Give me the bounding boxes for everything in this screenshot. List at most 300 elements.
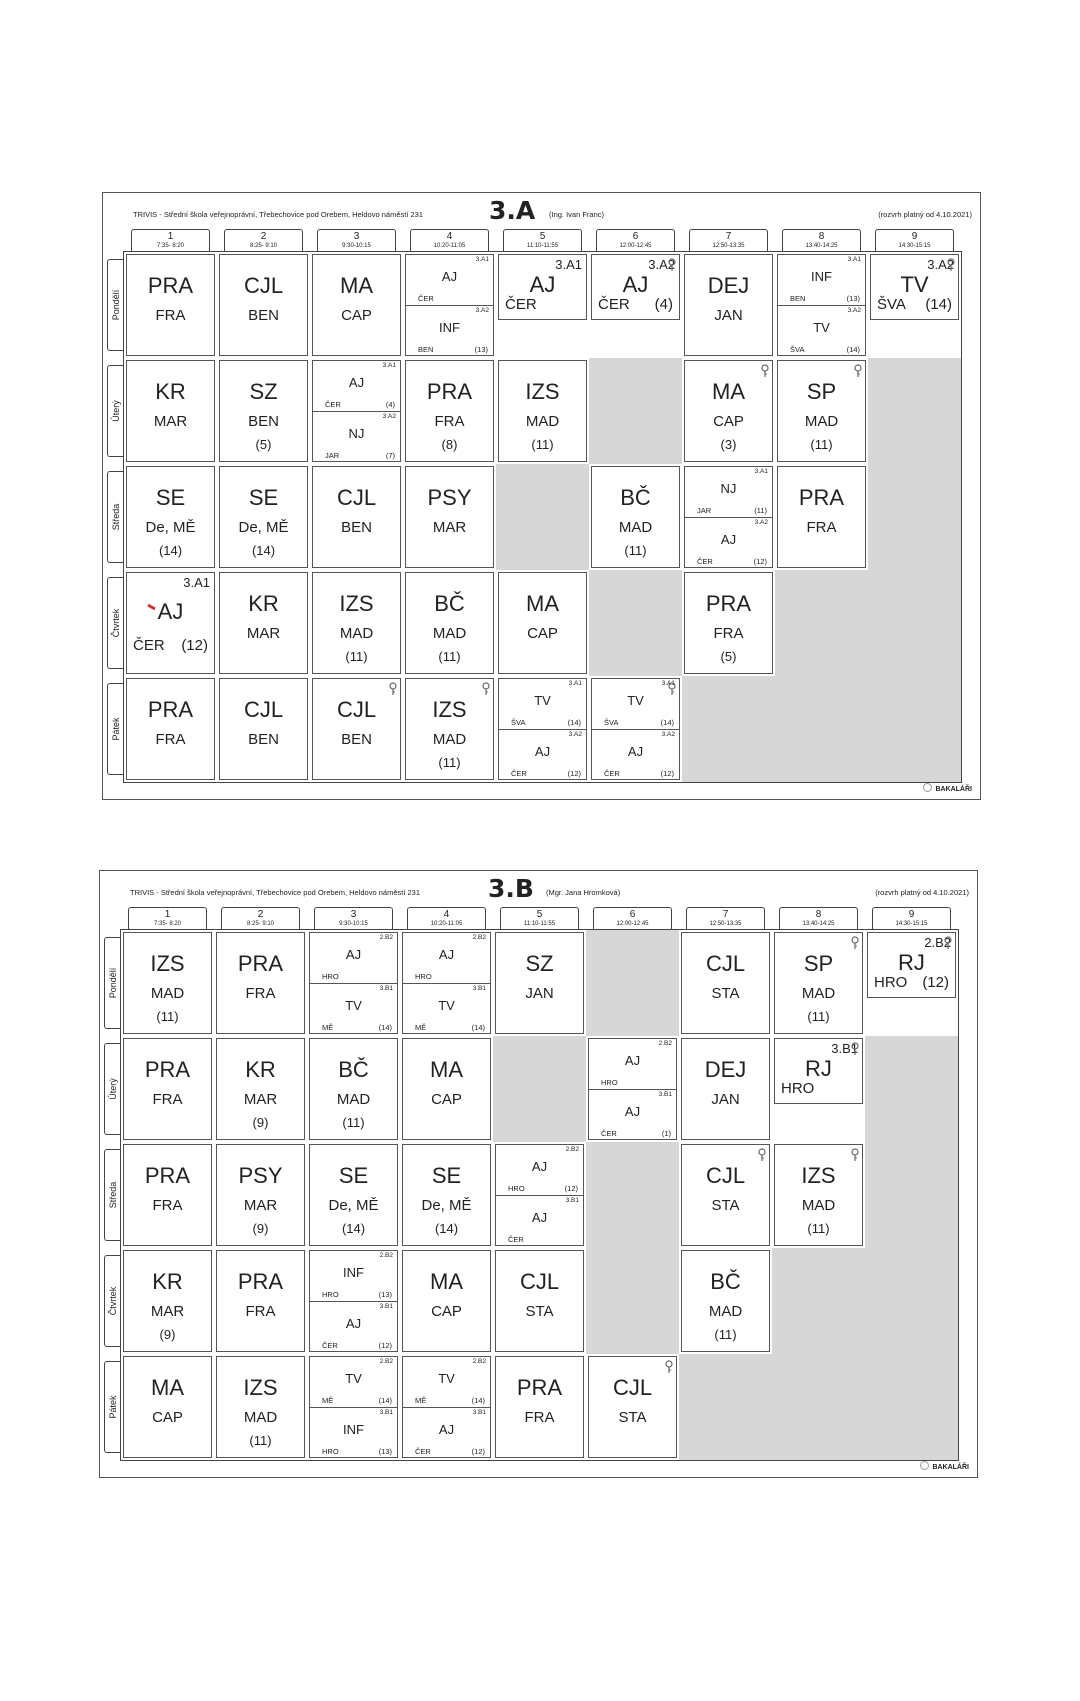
teacher-room-row [877,296,952,313]
lesson-card[interactable] [402,1250,491,1352]
period-number: 5 [536,909,543,920]
timetable-cell [310,570,403,676]
period-number: 2 [257,909,264,920]
period-number: 8 [818,231,825,242]
school-name: TRIVIS - Střední škola veřejnoprávní, Třebechovice pod Orebem, Heldovo náměstí 231 [133,210,424,219]
period-number: 7 [722,909,729,920]
group-lesson[interactable] [406,255,493,305]
teacher-code: MAR [243,1197,278,1214]
timetable-cell [589,252,682,358]
teacher-room-row [874,974,949,991]
group-code: 3.A1 [754,468,768,475]
teacher-code: ČER [604,769,620,778]
lesson-card[interactable] [402,1144,491,1246]
room-number: (11) [438,649,461,664]
period-header-2 [224,229,303,252]
group-lesson[interactable] [310,933,397,983]
lesson-card[interactable] [495,932,584,1034]
subject-code: DEJ [704,1057,747,1082]
timetable-cell [775,676,868,782]
lesson-card[interactable] [684,360,773,462]
teacher-code: FRA [524,1409,555,1426]
group-lesson-card[interactable] [126,572,215,674]
room-number: (14) [846,345,860,354]
subject-code: SZ [249,379,278,404]
footer-label: BAKALÁŘI [935,786,972,793]
subject-code: CJL [705,951,746,976]
teacher-code: FRA [152,1197,183,1214]
subject-code: SP [806,379,837,404]
subject-code: BČ [620,485,651,510]
timetable-cell [589,358,682,464]
lesson-card[interactable] [681,932,770,1034]
group-lesson-card[interactable] [774,1038,863,1104]
group-lesson[interactable] [406,305,493,356]
timetable-cell [772,930,865,1036]
lesson-card[interactable] [216,1144,305,1246]
day-label-1 [107,259,124,351]
lesson-card[interactable] [684,572,773,674]
lesson-card[interactable] [309,1038,398,1140]
teacher-code: ČER [505,295,537,313]
group-lesson[interactable] [778,305,865,356]
subject-code: PRA [147,697,194,722]
group-code: 2.B2 [658,1040,672,1047]
group-code: 3.A2 [648,257,675,272]
lesson-card[interactable] [495,1250,584,1352]
group-lesson[interactable] [496,1145,583,1195]
group-code: 2.B2 [472,934,486,941]
group-lesson-card[interactable] [867,932,956,998]
lesson-card[interactable] [684,254,773,356]
timetable-cell [217,570,310,676]
timetable-cell [868,570,961,676]
teacher-code: JAN [711,1091,740,1108]
subject-code: PRA [705,591,752,616]
teacher-room-row [415,1447,485,1456]
key-icon [665,1360,673,1374]
teacher-code: FRA [155,307,186,324]
period-time: 12:00-12:45 [616,921,649,927]
timetable-cell [493,1248,586,1354]
teacher-code: MAD [801,985,836,1002]
timetable-cell [865,930,958,1036]
period-header-2 [221,907,300,930]
lesson-card[interactable] [309,1144,398,1246]
group-code: 3.B1 [658,1091,672,1098]
teacher-code: CAP [527,625,558,642]
period-number: 4 [446,231,453,242]
group-lesson[interactable] [403,933,490,983]
teacher-room-row [508,1235,578,1244]
teacher-code: De, MĚ [238,519,289,536]
subject-code: AJ [622,271,649,297]
timetable-cell [865,1142,958,1248]
lesson-card[interactable] [405,466,494,568]
split-lesson-card[interactable] [405,254,494,356]
group-lesson[interactable] [403,1357,490,1407]
day-name: Středa [108,1181,118,1209]
room-number: (8) [441,437,458,452]
lesson-card[interactable] [219,254,308,356]
teacher-room-row [325,451,395,460]
lesson-card[interactable] [123,1144,212,1246]
lesson-card[interactable] [216,1356,305,1458]
teacher-code: FRA [713,625,744,642]
room-number: (14) [660,718,674,727]
subject-code: MA [526,591,559,616]
school-name: TRIVIS - Střední škola veřejnoprávní, Třebechovice pod Orebem, Heldovo náměstí 231 [130,888,421,897]
room-number: (12) [922,973,949,991]
teacher-code: ŠVA [790,345,805,354]
room-number: (13) [474,345,488,354]
timetable-cell [682,570,775,676]
room-number: (14) [434,1221,459,1236]
lesson-card[interactable] [777,466,866,568]
subject-code: AJ [348,375,365,390]
timetable-cell [400,1036,493,1142]
day-name: Úterý [108,1078,118,1100]
split-lesson-card[interactable] [402,1356,491,1458]
group-code: 3.A1 [568,680,582,687]
lesson-card[interactable] [219,466,308,568]
timetable-cell [307,1142,400,1248]
split-lesson-card[interactable] [591,678,680,780]
group-lesson-card[interactable] [870,254,959,320]
split-lesson-card[interactable] [498,678,587,780]
teacher-room-row [781,1080,856,1097]
teacher-code: BEN [418,345,434,354]
subject-code: DEJ [707,273,750,298]
period-time: 8:25- 9:10 [246,921,275,927]
group-lesson[interactable] [310,983,397,1034]
period-header-7 [686,907,765,930]
subject-code: TV [900,271,929,297]
subject-code: AJ [345,1316,362,1331]
lesson-card[interactable] [216,932,305,1034]
teacher-code: ČER [511,769,527,778]
lesson-card[interactable] [312,678,401,780]
group-lesson[interactable] [499,729,586,780]
timetable-cell [310,252,403,358]
group-lesson[interactable] [310,1301,397,1352]
subject-code: RJ [805,1055,832,1081]
lesson-card[interactable] [495,1356,584,1458]
lesson-card[interactable] [126,678,215,780]
day-label-4 [107,577,124,669]
group-lesson[interactable] [403,983,490,1034]
timetable-cell [493,1354,586,1460]
subject-code: AJ [720,532,737,547]
lesson-card[interactable] [402,1038,491,1140]
room-number: (3) [720,437,737,452]
group-lesson[interactable] [310,1407,397,1458]
subject-code: CJL [519,1269,560,1294]
period-header-6 [596,229,675,252]
split-lesson-card[interactable] [309,1356,398,1458]
group-code: 2.B2 [472,1358,486,1365]
room-number: (11) [810,437,833,452]
period-number: 3 [350,909,357,920]
teacher-room-row [508,1184,578,1193]
subject-code: TV [813,320,830,335]
group-lesson[interactable] [313,411,400,462]
lesson-card[interactable] [405,678,494,780]
lesson-card[interactable] [123,1356,212,1458]
period-header-5 [503,229,582,252]
lesson-card[interactable] [216,1038,305,1140]
room-number: (11) [807,1009,830,1024]
key-icon [482,682,490,696]
subject-code: SP [803,951,834,976]
group-code: 3.B1 [565,1197,579,1204]
subject-code: KR [152,1269,183,1294]
teacher-room-row [322,1290,392,1299]
key-icon [851,936,859,950]
day-name: Středa [111,503,121,531]
group-lesson[interactable] [496,1195,583,1246]
subject-code: SE [248,485,279,510]
timetable-cell [214,1036,307,1142]
teacher-code: MĚ [415,1396,427,1405]
timetable-cell [307,1248,400,1354]
period-time: 12:50-13:35 [712,243,745,249]
group-lesson[interactable] [589,1039,676,1089]
timetable-cell [679,1142,772,1248]
lesson-card[interactable] [219,678,308,780]
subject-code: MA [340,273,373,298]
group-code: 3.A1 [555,257,582,272]
teacher-code: ČER [598,295,630,313]
room-number: (12) [567,769,581,778]
lesson-card[interactable] [591,466,680,568]
timetable-cell [868,676,961,782]
group-lesson-card[interactable] [591,254,680,320]
lesson-card[interactable] [588,1356,677,1458]
group-lesson[interactable] [403,1407,490,1458]
split-lesson-card[interactable] [309,932,398,1034]
timetable-cell [403,252,496,358]
group-lesson[interactable] [778,255,865,305]
lesson-card[interactable] [123,1250,212,1352]
group-lesson[interactable] [685,467,772,517]
subject-code: RJ [898,949,925,975]
group-lesson[interactable] [592,729,679,780]
group-code: 3.A1 [661,680,675,687]
teacher-code: MAR [150,1303,185,1320]
day-label-2 [107,365,124,457]
subject-code: KR [155,379,186,404]
timetable-cell [307,930,400,1036]
period-time: 14:30-15:15 [895,921,928,927]
period-time: 10:20-11:05 [430,921,463,927]
split-lesson-card[interactable] [588,1038,677,1140]
bakalari-icon [920,1461,929,1470]
split-lesson-card[interactable] [777,254,866,356]
timetable-cell [586,930,679,1036]
subject-code: SE [338,1163,369,1188]
teacher-code: MAR [153,413,188,430]
period-header-3 [317,229,396,252]
lesson-card[interactable] [312,572,401,674]
subject-code: NJ [720,481,737,496]
teacher-code: CAP [431,1303,462,1320]
subject-code: IZS [150,951,185,976]
group-code: 3.A2 [927,257,954,272]
period-time: 11:10-11:55 [523,921,556,927]
room-number: (4) [385,400,395,409]
subject-code: PRA [237,951,284,976]
lesson-card[interactable] [312,466,401,568]
timetable-cell [121,930,214,1036]
split-lesson-card[interactable] [402,932,491,1034]
teacher-code: MĚ [322,1023,334,1032]
group-lesson[interactable] [313,361,400,411]
key-icon [947,258,955,272]
period-time: 12:00-12:45 [619,243,652,249]
group-lesson-card[interactable] [498,254,587,320]
period-header-1 [128,907,207,930]
split-lesson-card[interactable] [309,1250,398,1352]
timetable-cell [124,570,217,676]
bakalari-logo [923,783,972,793]
subject-code: TV [627,693,644,708]
period-time: 9:30-10:15 [342,243,371,249]
lesson-card[interactable] [126,466,215,568]
teacher-code: CAP [431,1091,462,1108]
teacher-code: BEN [790,294,806,303]
group-code: 3.A1 [183,575,210,590]
teacher-room-row [511,769,581,778]
period-number: 8 [815,909,822,920]
period-number: 7 [725,231,732,242]
subject-code: PRA [426,379,473,404]
teacher-code: ČER [322,1341,338,1350]
timetable-cell [682,464,775,570]
lesson-card[interactable] [216,1250,305,1352]
lesson-card[interactable] [498,572,587,674]
lesson-card[interactable] [123,932,212,1034]
teacher-room-row [697,557,767,566]
timetable-cell [217,464,310,570]
lesson-card[interactable] [681,1038,770,1140]
teacher-code: HRO [781,1079,815,1097]
split-lesson-card[interactable] [495,1144,584,1246]
subject-code: TV [345,1371,362,1386]
period-header-3 [314,907,393,930]
subject-code: MA [151,1375,184,1400]
subject-code: AJ [534,744,551,759]
split-lesson-card[interactable] [684,466,773,568]
group-lesson[interactable] [310,1251,397,1301]
timetable-cell [496,570,589,676]
period-time: 14:30-15:15 [898,243,931,249]
group-lesson[interactable] [310,1357,397,1407]
timetable-sheet-3b [99,870,978,1478]
period-time: 13:40-14:25 [802,921,835,927]
timetable-cell [682,252,775,358]
period-header-9 [875,229,954,252]
subject-code: INF [343,1265,364,1280]
teacher-code: ČER [415,1447,431,1456]
timetable-cell [868,358,961,464]
timetable-cell [403,358,496,464]
room-number: (11) [156,1009,179,1024]
day-name: Čtvrtek [108,1286,118,1316]
group-code: 2.B2 [565,1146,579,1153]
group-lesson[interactable] [589,1089,676,1140]
timetable-cell [493,1142,586,1248]
lesson-card[interactable] [312,254,401,356]
lesson-card[interactable] [405,360,494,462]
group-lesson[interactable] [685,517,772,568]
room-number: (14) [378,1023,392,1032]
lesson-card[interactable] [681,1250,770,1352]
lesson-card[interactable] [498,360,587,462]
period-number: 6 [632,231,639,242]
teacher-room-row [415,1396,485,1405]
teacher-code: CAP [152,1409,183,1426]
day-name: Úterý [111,400,121,422]
lesson-card[interactable] [219,360,308,462]
teacher-code: ČER [325,400,341,409]
group-code: 3.A1 [382,362,396,369]
subject-code: AJ [627,744,644,759]
group-lesson[interactable] [592,679,679,729]
timetable-cell [682,358,775,464]
room-number: (7) [385,451,395,460]
timetable-cell [121,1248,214,1354]
key-icon [761,364,769,378]
timetable-cell [775,570,868,676]
lesson-card[interactable] [219,572,308,674]
room-number: (11) [438,755,461,770]
lesson-card[interactable] [126,254,215,356]
period-header-8 [779,907,858,930]
lesson-card[interactable] [774,932,863,1034]
lesson-card[interactable] [681,1144,770,1246]
subject-code: AJ [438,1422,455,1437]
subject-code: AJ [441,269,458,284]
room-number: (14) [925,295,952,313]
day-label-5 [107,683,124,775]
teacher-code: ČER [418,294,434,303]
lesson-card[interactable] [777,360,866,462]
subject-code: CJL [705,1163,746,1188]
day-name: Čtvrtek [111,608,121,638]
subject-code: PRA [147,273,194,298]
teacher-room-row [418,345,488,354]
subject-code: INF [343,1422,364,1437]
subject-code: IZS [432,697,467,722]
lesson-card[interactable] [126,360,215,462]
timetable-cell [679,1354,772,1460]
teacher-room-row [601,1078,671,1087]
period-time: 10:20-11:05 [433,243,466,249]
group-lesson[interactable] [499,679,586,729]
lesson-card[interactable] [405,572,494,674]
teacher-code: ČER [133,637,165,654]
teacher-room-row [790,294,860,303]
lesson-card[interactable] [774,1144,863,1246]
teacher-room-row [418,294,488,303]
teacher-code: ČER [601,1129,617,1138]
teacher-code: HRO [322,972,339,981]
subject-code: PRA [798,485,845,510]
lesson-card[interactable] [123,1038,212,1140]
split-lesson-card[interactable] [312,360,401,462]
teacher-code: JAN [714,307,743,324]
